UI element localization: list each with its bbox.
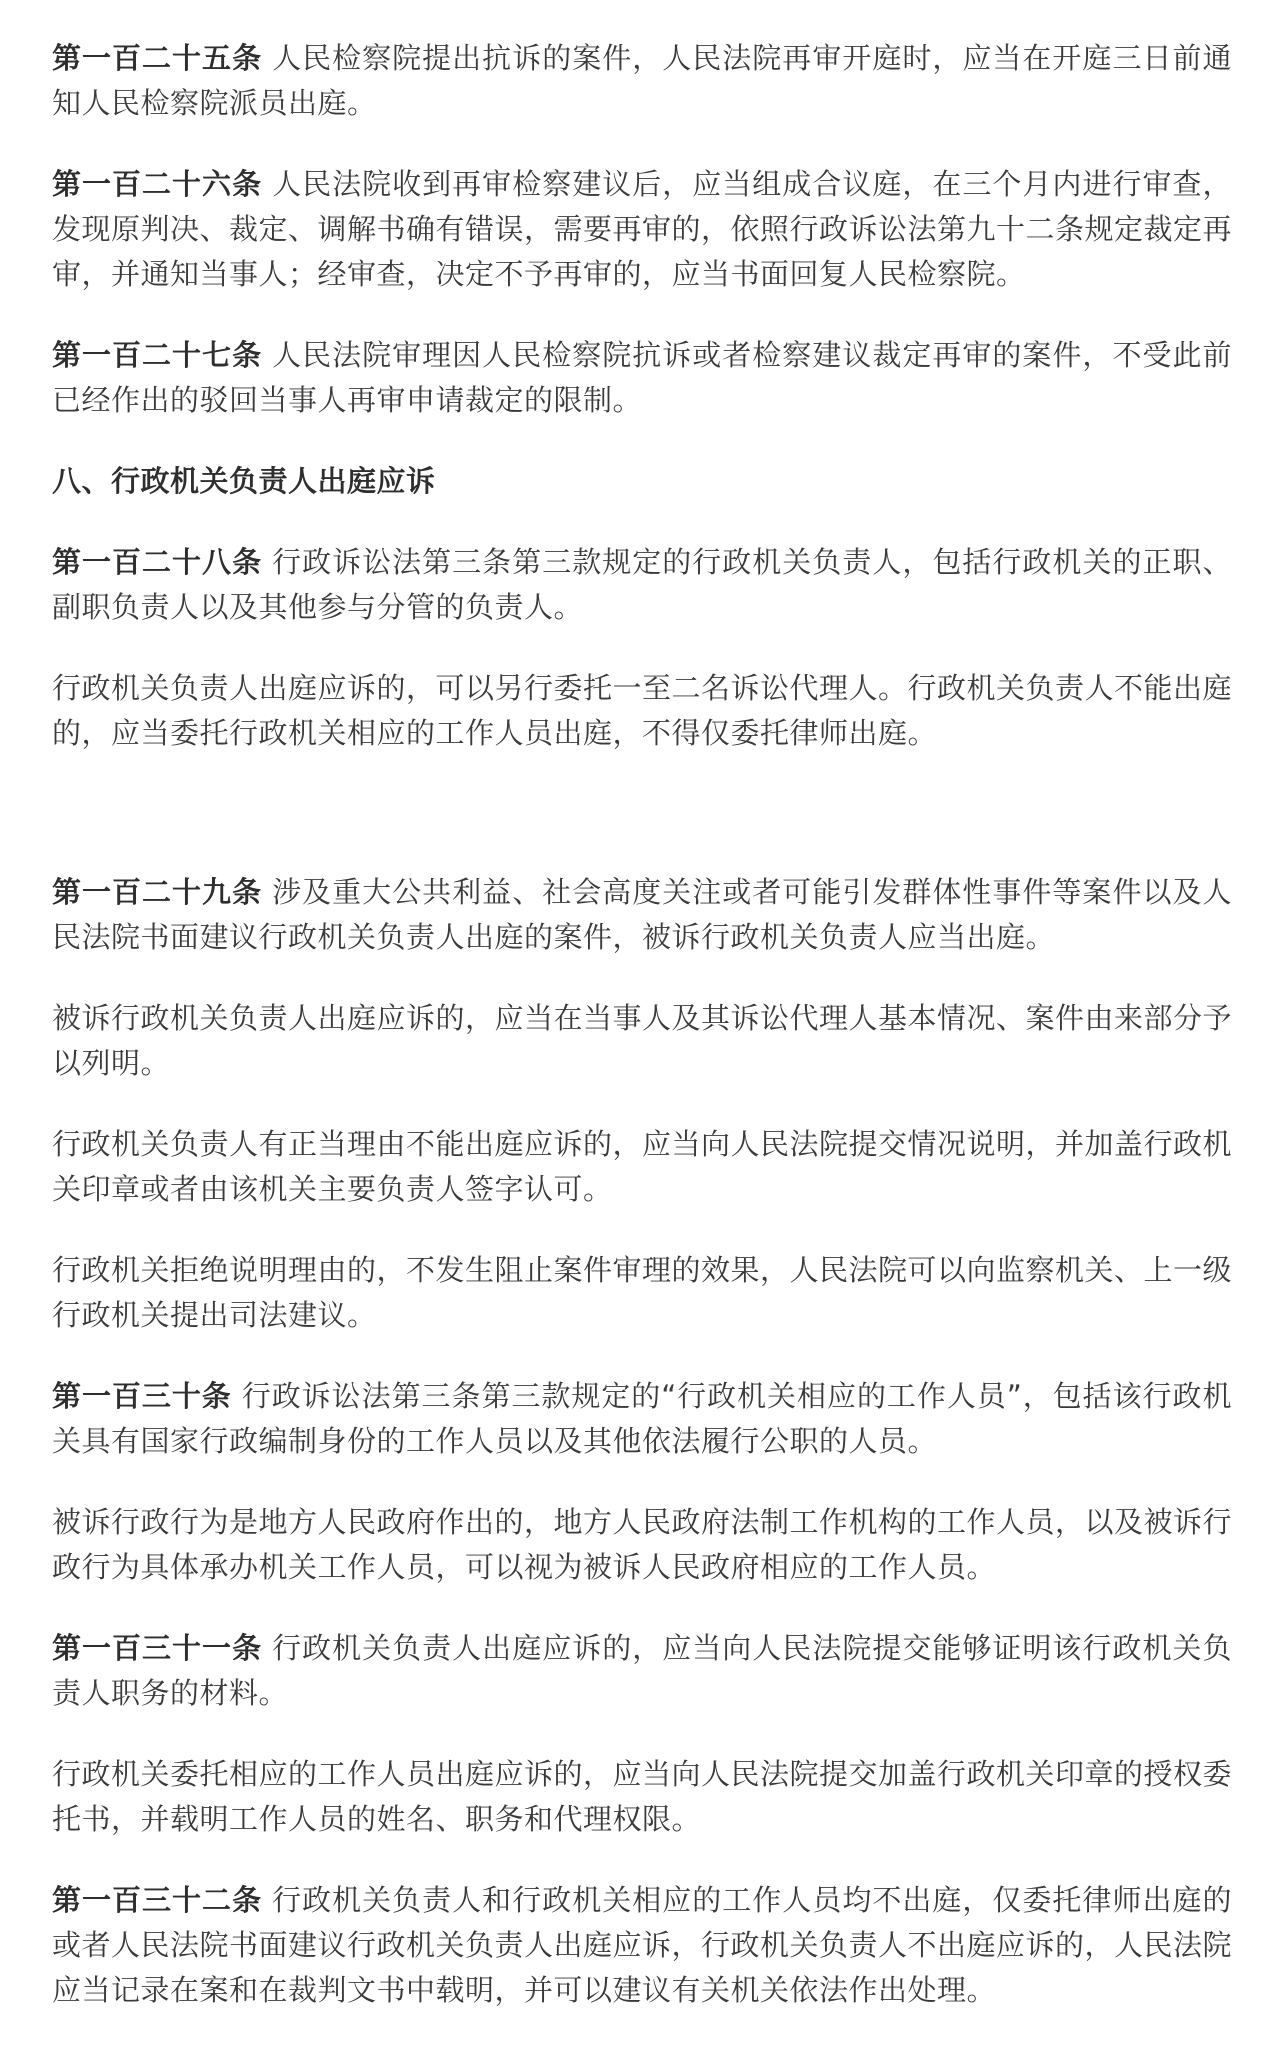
article-text: 行政诉讼法第三条第三款规定的“行政机关相应的工作人员”，包括该行政机关具有国家行政编制身份的工作人员以及其他依法履行公职的人员。 bbox=[52, 1379, 1232, 1458]
article-number: 第一百二十五条 bbox=[52, 41, 263, 75]
article-128-paragraph-2: 行政机关负责人出庭应诉的，可以另行委托一至二名诉讼代理人。行政机关负责人不能出庭的，应当委托行政机关相应的工作人员出庭，不得仅委托律师出庭。 bbox=[52, 671, 1233, 750]
article-129 bbox=[52, 870, 1232, 960]
article-text: 人民法院收到再审检察建议后，应当组成合议庭，在三个月内进行审查，发现原判决、裁定、调解书确有错误，需要再审的，依照行政诉讼法第九十二条规定裁定再审，并通知当事人；经审查，决定不予再审的，应当书面回复人民检察院。 bbox=[52, 167, 1233, 291]
article-text: 行政诉讼法第三条第三款规定的行政机关负责人，包括行政机关的正职、副职负责人以及其他参与分管的负责人。 bbox=[52, 545, 1232, 624]
article-text: 人民检察院提出抗诉的案件，人民法院再审开庭时，应当在开庭三日前通知人民检察院派员出庭。 bbox=[52, 41, 1232, 120]
blank-space bbox=[52, 792, 1232, 870]
article-126 bbox=[52, 162, 1232, 297]
article-125 bbox=[52, 36, 1232, 126]
article-number: 第一百二十八条 bbox=[52, 545, 263, 579]
article-number: 第一百三十一条 bbox=[52, 1631, 263, 1665]
article-text: 行政机关负责人和行政机关相应的工作人员均不出庭，仅委托律师出庭的或者人民法院书面建议行政机关负责人出庭应诉，行政机关负责人不出庭应诉的，人民法院应当记录在案和在裁判文书中载明，并可以建议有关机关依法作出处理。 bbox=[52, 1883, 1233, 2007]
article-131-paragraph-2: 行政机关委托相应的工作人员出庭应诉的，应当向人民法院提交加盖行政机关印章的授权委托书，并载明工作人员的姓名、职务和代理权限。 bbox=[52, 1757, 1233, 1836]
article-132 bbox=[52, 1878, 1232, 2013]
article-number: 第一百三十条 bbox=[52, 1379, 232, 1413]
article-text: 行政机关负责人出庭应诉的，应当向人民法院提交能够证明该行政机关负责人职务的材料。 bbox=[52, 1631, 1232, 1710]
document-body bbox=[52, 36, 1232, 2049]
article-number: 第一百三十二条 bbox=[52, 1883, 263, 1917]
article-130-paragraph-2: 被诉行政行为是地方人民政府作出的，地方人民政府法制工作机构的工作人员，以及被诉行政行为具体承办机关工作人员，可以视为被诉人民政府相应的工作人员。 bbox=[52, 1505, 1233, 1584]
article-131 bbox=[52, 1626, 1232, 1716]
article-number: 第一百二十七条 bbox=[52, 338, 263, 372]
article-130 bbox=[52, 1374, 1232, 1464]
article-129-paragraph-4: 行政机关拒绝说明理由的，不发生阻止案件审理的效果，人民法院可以向监察机关、上一级行政机关提出司法建议。 bbox=[52, 1253, 1233, 1332]
article-text: 人民法院审理因人民检察院抗诉或者检察建议裁定再审的案件，不受此前已经作出的驳回当事人再审申请裁定的限制。 bbox=[52, 338, 1232, 417]
article-128 bbox=[52, 540, 1232, 630]
article-129-paragraph-3: 行政机关负责人有正当理由不能出庭应诉的，应当向人民法院提交情况说明，并加盖行政机关印章或者由该机关主要负责人签字认可。 bbox=[52, 1127, 1233, 1206]
article-number: 第一百二十六条 bbox=[52, 167, 263, 201]
article-127 bbox=[52, 333, 1232, 423]
article-text: 涉及重大公共利益、社会高度关注或者可能引发群体性事件等案件以及人民法院书面建议行政机关负责人出庭的案件，被诉行政机关负责人应当出庭。 bbox=[52, 875, 1232, 954]
article-129-paragraph-2: 被诉行政机关负责人出庭应诉的，应当在当事人及其诉讼代理人基本情况、案件由来部分予以列明。 bbox=[52, 1001, 1233, 1080]
section-heading: 八、行政机关负责人出庭应诉 bbox=[52, 464, 436, 498]
article-number: 第一百二十九条 bbox=[52, 875, 263, 909]
